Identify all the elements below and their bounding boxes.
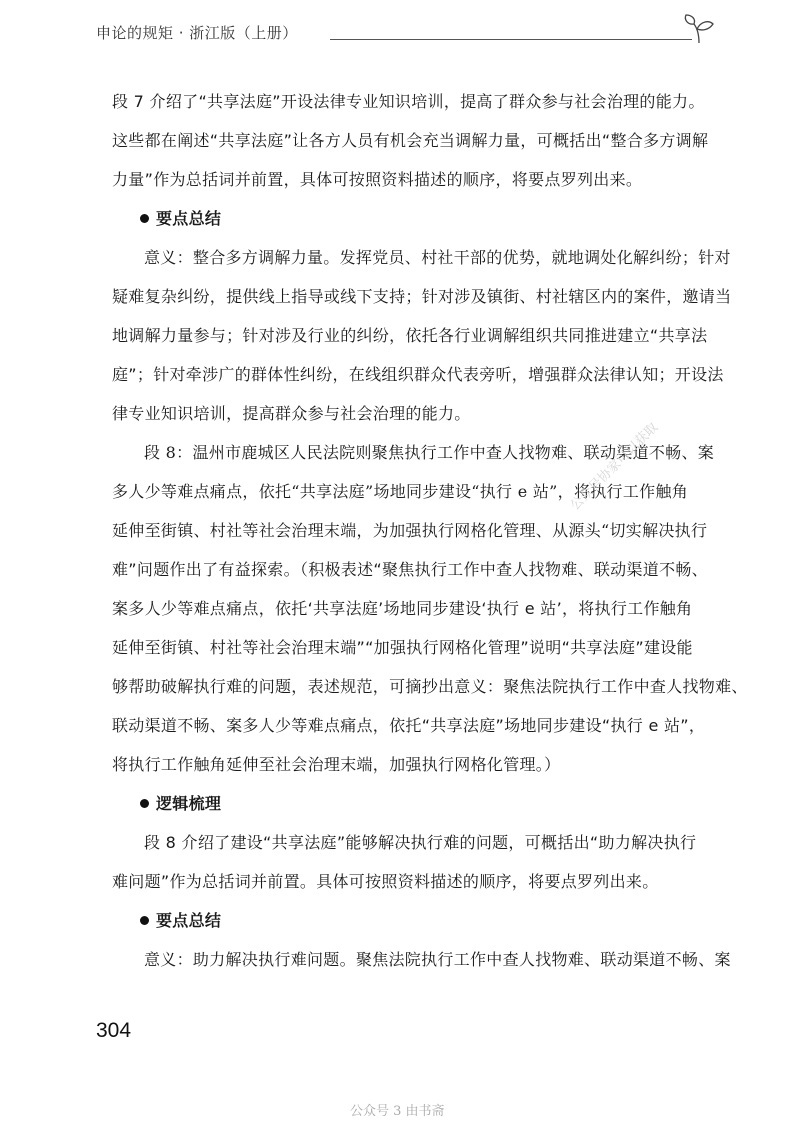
text-line: 延伸至街镇、村社等社会治理末端”“加强执行网格化管理”说明“共享法庭”建设能 — [112, 638, 693, 657]
text-line: 疑难复杂纠纷，提供线上指导或线下支持；针对涉及镇街、村社辖区内的案件，邀请当 — [112, 287, 732, 306]
text-line: 难问题”作为总括词并前置。具体可按照资料描述的顺序，将要点罗列出来。 — [112, 872, 659, 891]
section-heading-label: 要点总结 — [156, 911, 222, 930]
text-line: 段 8：温州市鹿城区人民法院则聚焦执行工作中查人找物难、联动渠道不畅、案 — [144, 443, 715, 462]
text-line: 力量”作为总括词并前置，具体可按照资料描述的顺序，将要点罗列出来。 — [112, 170, 643, 189]
section-heading-label: 要点总结 — [156, 209, 222, 228]
text-line: 联动渠道不畅、案多人少等难点痛点，依托“共享法庭”场地同步建设“执行 e 站”， — [112, 716, 706, 735]
text-line: 律专业知识培训，提高群众参与社会治理的能力。 — [112, 404, 471, 423]
footer-stamp: 公众号 3 由书斋 — [350, 1104, 445, 1119]
text-line: 够帮助破解执行难的问题，表述规范，可摘抄出意义：聚焦法院执行工作中查人找物难、 — [112, 677, 748, 696]
bullet-icon — [140, 799, 149, 808]
text-line: 意义：整合多方调解力量。发挥党员、村社干部的优势，就地调处化解纠纷；针对 — [144, 248, 731, 267]
text-line: 多人少等难点痛点，依托“共享法庭”场地同步建设“执行 e 站”，将执行工作触角 — [112, 482, 689, 501]
section-heading — [140, 207, 740, 231]
text-line: 地调解力量参与；针对涉及行业的纠纷，依托各行业调解组织共同推进建立“共享法 — [112, 326, 708, 345]
watermark-text: 公众号协家可以获取 — [567, 420, 662, 514]
text-line: 段 8 介绍了建设“共享法庭”能够解决执行难的问题，可概括出“助力解决执行 — [144, 833, 697, 852]
text-line: 这些都在阐述“共享法庭”让各方人员有机会充当调解力量，可概括出“整合多方调解 — [112, 131, 709, 150]
text-line: 意义：助力解决执行难问题。聚焦法院执行工作中查人找物难、联动渠道不畅、案 — [144, 950, 731, 969]
bullet-icon — [140, 916, 149, 925]
text-line: 延伸至街镇、村社等社会治理末端，为加强执行网格化管理、从源头“切实解决执行 — [112, 521, 708, 540]
section-heading-label: 逻辑梳理 — [156, 794, 222, 813]
section-heading — [140, 792, 740, 816]
section-heading — [140, 909, 740, 933]
text-line: 庭”；针对牵涉广的群体性纠纷，在线组织群众代表旁听，增强群众法律认知；开设法 — [112, 365, 724, 384]
text-line: 段 7 介绍了“共享法庭”开设法律专业知识培训，提高了群众参与社会治理的能力。 — [112, 92, 705, 111]
bullet-icon — [140, 214, 149, 223]
text-line: 难”问题作出了有益探索。（积极表述“聚焦执行工作中查人找物难、联动渠道不畅、 — [112, 560, 708, 579]
text-line: 将执行工作触角延伸至社会治理末端，加强执行网格化管理。） — [112, 755, 561, 774]
running-header-title: 申论的规矩 · 浙江版（上册） — [96, 24, 298, 42]
page-number: 304 — [96, 1019, 132, 1042]
text-line: 案多人少等难点痛点，依托‘共享法庭’场地同步建设‘执行 e 站’，将执行工作触角 — [112, 599, 693, 618]
